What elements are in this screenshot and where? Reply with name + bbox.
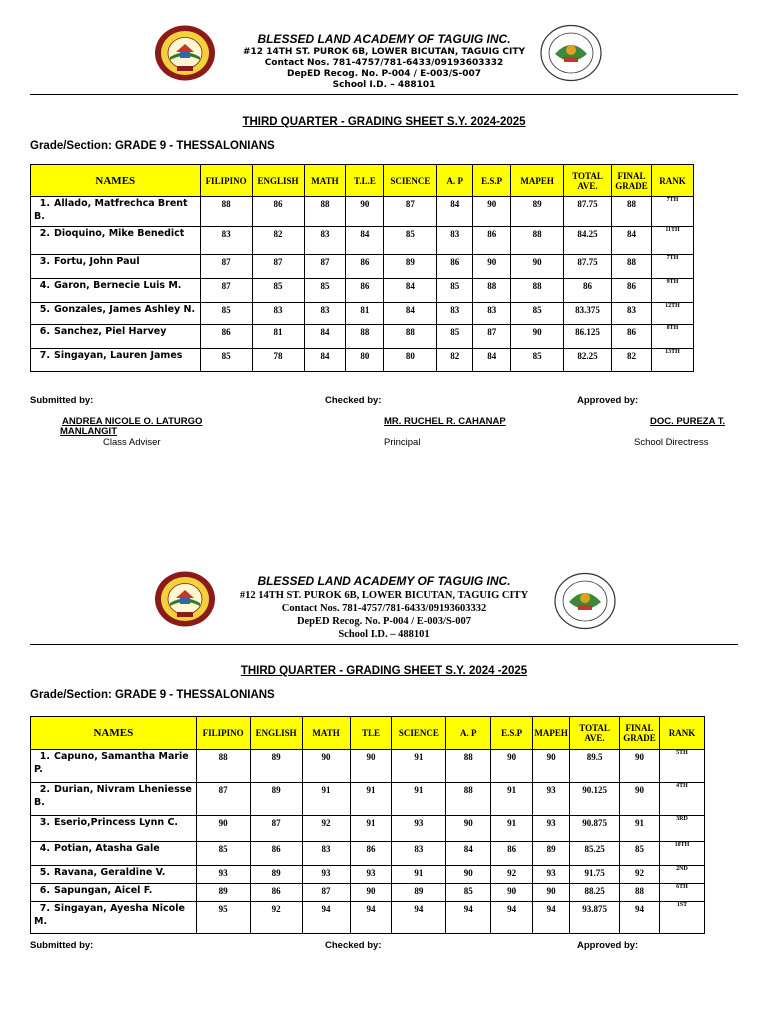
grade-cell: 84 <box>384 279 437 303</box>
grade-cell: 86 <box>564 279 612 303</box>
header-rule <box>30 644 738 645</box>
student-name-cell <box>31 884 197 902</box>
grade-cell: 84 <box>384 303 437 325</box>
student-name-cell <box>31 866 197 884</box>
student-row <box>31 884 705 902</box>
column-header: A. P <box>446 717 491 750</box>
grade-cell: 93 <box>196 866 250 884</box>
grade-cell: 94 <box>392 902 446 934</box>
grade-cell: 93 <box>302 866 350 884</box>
grade-cell: 83 <box>612 303 652 325</box>
grade-cell: 92 <box>620 866 660 884</box>
grade-cell: 86 <box>346 279 384 303</box>
principal-role: Principal <box>384 437 421 448</box>
grade-cell: 85 <box>304 279 346 303</box>
grade-cell: 85 <box>437 325 473 349</box>
grade-cell: 89 <box>250 866 302 884</box>
row-number: 5. <box>39 867 50 878</box>
student-name: Potian, Atasha Gale <box>54 843 160 854</box>
grade-cell: 90 <box>533 884 570 902</box>
grade-cell: 93 <box>533 866 570 884</box>
grade-cell: 93.875 <box>570 902 620 934</box>
grade-cell: 90 <box>446 866 491 884</box>
grade-cell: 93 <box>392 816 446 842</box>
school-deped-recog: DepED Recog. No. P-004 / E-003/S-007 <box>296 616 472 627</box>
grade-cell: 90 <box>473 197 511 227</box>
grade-cell: 87 <box>200 255 252 279</box>
grade-cell: 89.5 <box>570 750 620 783</box>
grade-cell: 85.25 <box>570 842 620 866</box>
student-name-cell <box>31 902 197 934</box>
student-row <box>31 816 705 842</box>
grade-cell: 90 <box>491 750 533 783</box>
student-name: Ravana, Geraldine V. <box>54 867 166 878</box>
table-header-row <box>31 717 705 750</box>
grade-cell: 85 <box>196 842 250 866</box>
grade-cell: 87 <box>473 325 511 349</box>
column-header: FILIPINO <box>200 165 252 197</box>
grade-cell: 94 <box>491 902 533 934</box>
grade-cell: 90 <box>446 816 491 842</box>
column-header: T.L.E <box>346 165 384 197</box>
grade-cell: 91 <box>350 783 392 816</box>
column-header: FINAL GRADE <box>612 165 652 197</box>
submitted-by-label: Submitted by: <box>30 940 94 951</box>
grade-cell: 85 <box>252 279 304 303</box>
school-contact: Contact Nos. 781-4757/781-6433/09193603332 <box>264 58 504 68</box>
row-number: 4. <box>39 843 50 854</box>
grade-cell: 88 <box>196 750 250 783</box>
row-number: 7. <box>39 903 50 914</box>
rank-cell: 9TH <box>651 279 693 303</box>
grade-cell: 85 <box>437 279 473 303</box>
school-id: School I.D. – 488101 <box>338 629 430 640</box>
grade-cell: 82 <box>612 349 652 372</box>
grade-cell: 91 <box>392 783 446 816</box>
student-name: Durian, Nivram Lheniesse B. <box>34 784 192 808</box>
rank-cell: 4TH <box>660 783 705 816</box>
rank-cell: 12TH <box>651 303 693 325</box>
row-number: 6. <box>39 326 50 337</box>
grade-cell: 90 <box>196 816 250 842</box>
grade-cell: 90 <box>620 750 660 783</box>
column-header: MAPEH <box>533 717 570 750</box>
student-name: Singayan, Ayesha Nicole M. <box>34 903 185 927</box>
grade-cell: 86 <box>250 842 302 866</box>
column-header: FINAL GRADE <box>620 717 660 750</box>
row-number: 3. <box>39 256 50 267</box>
grade-cell: 88 <box>612 255 652 279</box>
row-number: 7. <box>39 350 50 361</box>
grade-cell: 88 <box>446 750 491 783</box>
grade-cell: 86 <box>200 325 252 349</box>
student-row <box>31 902 705 934</box>
grade-cell: 86 <box>473 227 511 255</box>
grade-cell: 85 <box>200 303 252 325</box>
column-header: E.S.P <box>491 717 533 750</box>
student-name: Singayan, Lauren James <box>54 350 183 361</box>
grade-cell: 85 <box>511 303 564 325</box>
grade-cell: 84 <box>612 227 652 255</box>
grade-cell: 89 <box>196 884 250 902</box>
grade-cell: 87 <box>200 279 252 303</box>
grade-cell: 87 <box>250 816 302 842</box>
grade-cell: 83 <box>302 842 350 866</box>
grade-cell: 86 <box>491 842 533 866</box>
grade-cell: 90.125 <box>570 783 620 816</box>
student-row <box>31 750 705 783</box>
rank-cell: 6TH <box>660 884 705 902</box>
grade-cell: 81 <box>346 303 384 325</box>
grade-cell: 80 <box>346 349 384 372</box>
column-header: MAPEH <box>511 165 564 197</box>
grade-cell: 94 <box>446 902 491 934</box>
grade-cell: 80 <box>384 349 437 372</box>
grade-cell: 83 <box>473 303 511 325</box>
grade-cell: 86 <box>437 255 473 279</box>
grade-cell: 93 <box>350 866 392 884</box>
grade-cell: 82 <box>252 227 304 255</box>
grade-cell: 83 <box>252 303 304 325</box>
adviser-role: Class Adviser <box>103 437 161 448</box>
grade-cell: 87.75 <box>564 255 612 279</box>
grade-cell: 89 <box>533 842 570 866</box>
grade-cell: 88 <box>384 325 437 349</box>
grade-cell: 94 <box>350 902 392 934</box>
grade-cell: 81 <box>252 325 304 349</box>
rank-cell: 7TH <box>651 255 693 279</box>
grade-cell: 88.25 <box>570 884 620 902</box>
column-header: MATH <box>302 717 350 750</box>
grade-cell: 86 <box>252 197 304 227</box>
grade-cell: 89 <box>250 750 302 783</box>
grade-cell: 90 <box>350 750 392 783</box>
grade-cell: 88 <box>620 884 660 902</box>
column-header: NAMES <box>31 717 197 750</box>
row-number: 1. <box>39 751 50 762</box>
school-name: BLESSED LAND ACADEMY OF TAGUIG INC. <box>257 574 511 588</box>
grade-cell: 83 <box>304 303 346 325</box>
grade-cell: 91 <box>302 783 350 816</box>
school-address: #12 14TH ST. PUROK 6B, LOWER BICUTAN, TAGUIG CITY <box>239 590 529 601</box>
student-name: Sanchez, Piel Harvey <box>54 326 167 337</box>
grade-cell: 88 <box>511 279 564 303</box>
rank-cell: 13TH <box>651 349 693 372</box>
grade-cell: 90 <box>533 750 570 783</box>
grade-cell: 83 <box>200 227 252 255</box>
grade-cell: 86 <box>346 255 384 279</box>
sheet-title: THIRD QUARTER - GRADING SHEET S.Y. 2024-2025 <box>242 116 526 128</box>
grade-cell: 90 <box>346 197 384 227</box>
grade-cell: 85 <box>384 227 437 255</box>
grade-cell: 86 <box>612 279 652 303</box>
student-row <box>31 866 705 884</box>
row-number: 4. <box>39 280 50 291</box>
grade-cell: 88 <box>446 783 491 816</box>
grade-section: Grade/Section: GRADE 9 - THESSALONIANS <box>30 140 275 152</box>
row-number: 3. <box>39 817 50 828</box>
grade-cell: 83 <box>392 842 446 866</box>
rank-cell: 3RD <box>660 816 705 842</box>
grade-cell: 87 <box>302 884 350 902</box>
grade-cell: 84 <box>304 325 346 349</box>
column-header: MATH <box>304 165 346 197</box>
grade-cell: 90 <box>491 884 533 902</box>
grade-cell: 85 <box>620 842 660 866</box>
column-header: A. P <box>437 165 473 197</box>
grade-cell: 94 <box>302 902 350 934</box>
grade-cell: 90 <box>302 750 350 783</box>
grade-cell: 93 <box>533 816 570 842</box>
grade-cell: 91 <box>491 816 533 842</box>
grade-cell: 94 <box>533 902 570 934</box>
grade-cell: 90 <box>473 255 511 279</box>
column-header: RANK <box>651 165 693 197</box>
student-name-cell <box>31 783 197 816</box>
student-name: Sapungan, Aicel F. <box>54 885 153 896</box>
grade-cell: 90 <box>511 255 564 279</box>
grade-cell: 87.75 <box>564 197 612 227</box>
school-deped-recog: DepED Recog. No. P-004 / E-003/S-007 <box>286 69 482 79</box>
grade-cell: 86 <box>350 842 392 866</box>
grade-cell: 87 <box>384 197 437 227</box>
column-header: FILIPINO <box>196 717 250 750</box>
grade-cell: 88 <box>612 197 652 227</box>
student-name: Capuno, Samantha Marie P. <box>34 751 189 775</box>
grade-cell: 92 <box>302 816 350 842</box>
column-header: RANK <box>660 717 705 750</box>
student-row <box>31 842 705 866</box>
grades-table <box>30 716 705 934</box>
adviser-name-line2: MANLANGIT <box>60 426 117 437</box>
school-contact: Contact Nos. 781-4757/781-6433/09193603332 <box>281 603 487 614</box>
directress-name: DOC. PUREZA T. <box>650 416 726 427</box>
grade-cell: 91.75 <box>570 866 620 884</box>
grade-cell: 83 <box>437 227 473 255</box>
grade-cell: 89 <box>250 783 302 816</box>
adviser-name: ANDREA NICOLE O. LATURGO <box>62 416 203 427</box>
grade-cell: 88 <box>346 325 384 349</box>
grade-cell: 92 <box>250 902 302 934</box>
row-number: 2. <box>39 784 50 795</box>
submitted-by-label: Submitted by: <box>30 395 94 406</box>
directress-role: School Directress <box>634 437 709 448</box>
grade-cell: 88 <box>304 197 346 227</box>
column-header: NAMES <box>31 165 201 197</box>
grade-cell: 87 <box>304 255 346 279</box>
grade-cell: 91 <box>620 816 660 842</box>
grade-cell: 91 <box>392 866 446 884</box>
grade-cell: 83 <box>437 303 473 325</box>
grade-cell: 91 <box>350 816 392 842</box>
grade-cell: 90.875 <box>570 816 620 842</box>
student-name: Fortu, John Paul <box>54 256 140 267</box>
rank-cell: 11TH <box>651 227 693 255</box>
grade-cell: 84.25 <box>564 227 612 255</box>
student-name: Dioquino, Mike Benedict <box>54 228 185 239</box>
grade-cell: 84 <box>437 197 473 227</box>
student-name: Allado, Matfrechca Brent B. <box>34 198 188 222</box>
grade-cell: 86 <box>250 884 302 902</box>
rank-cell: 7TH <box>651 197 693 227</box>
grade-cell: 85 <box>446 884 491 902</box>
grade-cell: 83 <box>304 227 346 255</box>
grade-cell: 85 <box>511 349 564 372</box>
student-row <box>31 783 705 816</box>
column-header: ENGLISH <box>252 165 304 197</box>
grade-cell: 88 <box>511 227 564 255</box>
approved-by-label: Approved by: <box>577 940 639 951</box>
grade-cell: 92 <box>491 866 533 884</box>
grade-cell: 94 <box>620 902 660 934</box>
grade-cell: 82.25 <box>564 349 612 372</box>
grade-cell: 86 <box>612 325 652 349</box>
rank-cell: 5TH <box>660 750 705 783</box>
column-header: SCIENCE <box>392 717 446 750</box>
student-name: Eserio,Princess Lynn C. <box>54 817 179 828</box>
student-name: Gonzales, James Ashley N. <box>54 304 196 315</box>
school-id: School I.D. – 488101 <box>332 80 436 90</box>
sheet-title: THIRD QUARTER - GRADING SHEET S.Y. 2024 -2025 <box>240 665 528 677</box>
column-header: E.S.P <box>473 165 511 197</box>
school-address: #12 14TH ST. PUROK 6B, LOWER BICUTAN, TAGUIG CITY <box>243 47 525 57</box>
grade-cell: 95 <box>196 902 250 934</box>
grade-cell: 90 <box>350 884 392 902</box>
column-header: SCIENCE <box>384 165 437 197</box>
rank-cell: 10TH <box>660 842 705 866</box>
row-number: 6. <box>39 885 50 896</box>
grade-cell: 82 <box>437 349 473 372</box>
student-name: Garon, Bernecie Luis M. <box>54 280 182 291</box>
grade-cell: 90 <box>511 325 564 349</box>
grade-cell: 84 <box>346 227 384 255</box>
grade-cell: 90 <box>620 783 660 816</box>
grade-cell: 87 <box>252 255 304 279</box>
grade-cell: 91 <box>491 783 533 816</box>
student-name-cell <box>31 816 197 842</box>
grade-section: Grade/Section: GRADE 9 - THESSALONIANS <box>30 689 275 701</box>
column-header: ENGLISH <box>250 717 302 750</box>
grade-cell: 83.375 <box>564 303 612 325</box>
grade-cell: 93 <box>533 783 570 816</box>
grade-cell: 88 <box>473 279 511 303</box>
grade-cell: 89 <box>392 884 446 902</box>
approved-by-label: Approved by: <box>577 395 639 406</box>
grade-cell: 89 <box>511 197 564 227</box>
checked-by-label: Checked by: <box>325 395 382 406</box>
principal-name: MR. RUCHEL R. CAHANAP <box>384 416 506 427</box>
school-name: BLESSED LAND ACADEMY OF TAGUIG INC. <box>257 32 511 46</box>
grade-cell: 85 <box>200 349 252 372</box>
grade-cell: 89 <box>384 255 437 279</box>
grade-cell: 86.125 <box>564 325 612 349</box>
column-header: TLE <box>350 717 392 750</box>
row-number: 2. <box>39 228 50 239</box>
grade-cell: 84 <box>446 842 491 866</box>
grade-cell: 84 <box>304 349 346 372</box>
row-number: 5. <box>39 304 50 315</box>
grade-cell: 84 <box>473 349 511 372</box>
grade-cell: 91 <box>392 750 446 783</box>
checked-by-label: Checked by: <box>325 940 382 951</box>
row-number: 1. <box>39 198 50 209</box>
column-header: TOTAL AVE. <box>564 165 612 197</box>
column-header: TOTAL AVE. <box>570 717 620 750</box>
rank-cell: 2ND <box>660 866 705 884</box>
grade-cell: 88 <box>200 197 252 227</box>
rank-cell: 8TH <box>651 325 693 349</box>
rank-cell: 1ST <box>660 902 705 934</box>
grade-cell: 78 <box>252 349 304 372</box>
grade-cell: 87 <box>196 783 250 816</box>
student-name-cell <box>31 842 197 866</box>
student-name-cell <box>31 750 197 783</box>
